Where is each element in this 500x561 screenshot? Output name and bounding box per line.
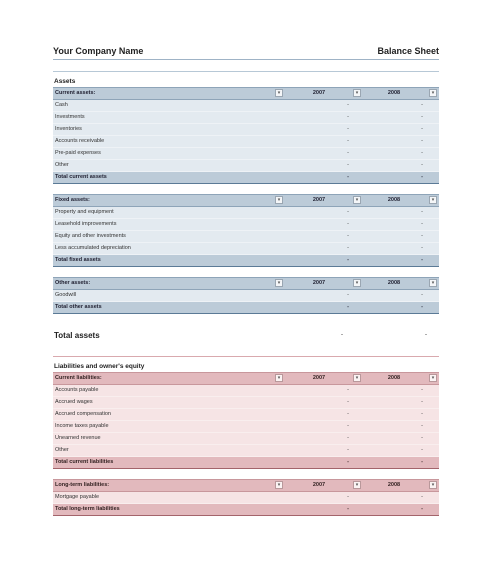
cell-2008[interactable]: -: [361, 112, 427, 124]
table-row: [53, 124, 439, 136]
label-filter-dropdown[interactable]: [273, 480, 285, 492]
cell-2008[interactable]: -: [361, 124, 427, 136]
cell-2008[interactable]: -: [361, 290, 427, 302]
current-assets-body: [53, 88, 439, 184]
row-label: Pre-paid expenses: [53, 148, 273, 160]
year-2008-header: 2008: [361, 480, 427, 492]
year-2007-header: 2007: [285, 480, 353, 492]
row-label: Other: [53, 160, 273, 172]
assets-other-header-row: [53, 278, 439, 290]
cell-2007[interactable]: -: [285, 136, 353, 148]
year-2008-header: 2008: [361, 278, 427, 290]
header-divider: [53, 59, 439, 60]
row-label: Accounts receivable: [53, 136, 273, 148]
year2-filter-dropdown[interactable]: [427, 278, 439, 290]
dropdown-arrow-icon[interactable]: ▾: [429, 196, 437, 204]
group-header-label: Fixed assets:: [53, 195, 273, 207]
table-row: [53, 433, 439, 445]
cell-2008[interactable]: -: [361, 243, 427, 255]
fixed-assets-table: [53, 194, 439, 267]
year1-filter-dropdown[interactable]: [353, 373, 361, 385]
table-row: [53, 409, 439, 421]
table-row: [53, 207, 439, 219]
total-2008[interactable]: -: [361, 255, 427, 267]
longterm-liabilities-table: [53, 479, 439, 516]
balance-sheet: [53, 40, 439, 516]
table-row: [53, 290, 439, 302]
year-2007-header: 2007: [285, 88, 353, 100]
cell-2008[interactable]: -: [361, 433, 427, 445]
dropdown-arrow-icon[interactable]: ▾: [353, 481, 361, 489]
current-liabilities-body: [53, 373, 439, 469]
assets-current-total-row: [53, 172, 439, 184]
row-label: Investments: [53, 112, 273, 124]
row-label: Property and equipment: [53, 207, 273, 219]
cell-2007[interactable]: -: [285, 290, 353, 302]
dropdown-arrow-icon[interactable]: ▾: [429, 279, 437, 287]
total-2007[interactable]: -: [285, 457, 353, 469]
cell-2007[interactable]: -: [285, 433, 353, 445]
year2-filter-dropdown[interactable]: [427, 480, 439, 492]
table-row: [53, 148, 439, 160]
liabilities-divider: [53, 356, 439, 357]
group-header-label: Current assets:: [53, 88, 273, 100]
total-label: Total current assets: [53, 172, 273, 184]
table-row: [53, 397, 439, 409]
row-label: Accrued compensation: [53, 409, 273, 421]
cell-2008[interactable]: -: [361, 231, 427, 243]
year2-filter-dropdown[interactable]: [427, 195, 439, 207]
year1-filter-dropdown[interactable]: [353, 480, 361, 492]
cell-2007[interactable]: -: [285, 445, 353, 457]
table-row: [53, 385, 439, 397]
cell-2007[interactable]: -: [285, 385, 353, 397]
year-2007-header: 2007: [285, 373, 353, 385]
cell-2007[interactable]: -: [285, 112, 353, 124]
total-label: Total fixed assets: [53, 255, 273, 267]
current-assets-table: [53, 87, 439, 184]
liabilities-current-total-row: [53, 457, 439, 469]
year1-filter-dropdown[interactable]: [353, 278, 361, 290]
dropdown-arrow-icon[interactable]: ▾: [353, 374, 361, 382]
fixed-assets-body: [53, 195, 439, 267]
row-label: Less accumulated depreciation: [53, 243, 273, 255]
cell-2007[interactable]: -: [285, 409, 353, 421]
row-label: Cash: [53, 100, 273, 112]
cell-2007[interactable]: -: [285, 160, 353, 172]
row-label: Accrued wages: [53, 397, 273, 409]
other-assets-body: [53, 278, 439, 314]
year1-filter-dropdown[interactable]: [353, 195, 361, 207]
liabilities-longterm-total-row: [53, 504, 439, 516]
year-2008-header: 2008: [361, 373, 427, 385]
cell-2007[interactable]: -: [285, 219, 353, 231]
table-row: [53, 445, 439, 457]
dropdown-arrow-icon[interactable]: ▾: [429, 481, 437, 489]
cell-2007[interactable]: -: [285, 231, 353, 243]
table-row: [53, 243, 439, 255]
total-2008[interactable]: -: [361, 457, 427, 469]
cell-2008[interactable]: -: [361, 160, 427, 172]
table-row: [53, 100, 439, 112]
row-label: Equity and other investments: [53, 231, 273, 243]
total-label: Total current liabilities: [53, 457, 273, 469]
assets-fixed-header-row: [53, 195, 439, 207]
assets-section-title: Assets: [54, 78, 76, 85]
other-assets-table: [53, 277, 439, 314]
table-row: [53, 160, 439, 172]
table-row: [53, 112, 439, 124]
cell-2007[interactable]: -: [285, 421, 353, 433]
cell-2007[interactable]: -: [285, 124, 353, 136]
total-label: Total other assets: [53, 302, 273, 314]
total-2008[interactable]: -: [361, 172, 427, 184]
cell-2008[interactable]: -: [361, 397, 427, 409]
total-2008[interactable]: -: [361, 504, 427, 516]
total-assets-2008[interactable]: -: [425, 332, 427, 338]
table-row: [53, 492, 439, 504]
dropdown-arrow-icon[interactable]: ▾: [353, 279, 361, 287]
label-filter-dropdown[interactable]: [273, 278, 285, 290]
group-header-label: Current liabilities:: [53, 373, 273, 385]
row-label: Income taxes payable: [53, 421, 273, 433]
dropdown-arrow-icon[interactable]: ▾: [275, 89, 283, 97]
label-filter-dropdown[interactable]: [273, 195, 285, 207]
cell-2008[interactable]: -: [361, 136, 427, 148]
year-2007-header: 2007: [285, 278, 353, 290]
cell-2007[interactable]: -: [285, 492, 353, 504]
year1-filter-dropdown[interactable]: [353, 88, 361, 100]
dropdown-arrow-icon[interactable]: ▾: [429, 89, 437, 97]
row-label: Mortgage payable: [53, 492, 273, 504]
cell-2007[interactable]: -: [285, 243, 353, 255]
total-assets-2007[interactable]: -: [341, 332, 343, 338]
row-label: Unearned revenue: [53, 433, 273, 445]
current-liabilities-table: [53, 372, 439, 469]
dropdown-arrow-icon[interactable]: ▾: [275, 196, 283, 204]
total-2007[interactable]: -: [285, 255, 353, 267]
total-2007[interactable]: -: [285, 504, 353, 516]
cell-2008[interactable]: -: [361, 100, 427, 112]
company-name[interactable]: Your Company Name: [53, 46, 144, 56]
row-label: Accounts payable: [53, 385, 273, 397]
cell-2008[interactable]: -: [361, 148, 427, 160]
assets-other-total-row: [53, 302, 439, 314]
assets-fixed-total-row: [53, 255, 439, 267]
total-2007[interactable]: -: [285, 172, 353, 184]
group-header-label: Other assets:: [53, 278, 273, 290]
row-label: Leasehold improvements: [53, 219, 273, 231]
sheet-header: [53, 40, 439, 56]
liabilities-section-title: Liabilities and owner's equity: [54, 363, 145, 370]
year2-filter-dropdown[interactable]: [427, 373, 439, 385]
dropdown-arrow-icon[interactable]: ▾: [429, 374, 437, 382]
dropdown-arrow-icon[interactable]: ▾: [275, 481, 283, 489]
cell-2008[interactable]: -: [361, 409, 427, 421]
cell-2008[interactable]: -: [361, 492, 427, 504]
dropdown-arrow-icon[interactable]: ▾: [275, 279, 283, 287]
cell-2008[interactable]: -: [361, 219, 427, 231]
cell-2007[interactable]: -: [285, 207, 353, 219]
total-2007[interactable]: -: [285, 302, 353, 314]
year2-filter-dropdown[interactable]: [427, 88, 439, 100]
dropdown-arrow-icon[interactable]: ▾: [353, 196, 361, 204]
cell-2007[interactable]: -: [285, 397, 353, 409]
assets-divider: [53, 71, 439, 72]
cell-2007[interactable]: -: [285, 148, 353, 160]
cell-2008[interactable]: -: [361, 421, 427, 433]
year-2008-header: 2008: [361, 195, 427, 207]
longterm-liabilities-body: [53, 480, 439, 516]
document-title: Balance Sheet: [377, 46, 439, 56]
cell-2008[interactable]: -: [361, 445, 427, 457]
label-filter-dropdown[interactable]: [273, 88, 285, 100]
liabilities-longterm-header-row: [53, 480, 439, 492]
total-label: Total long-term liabilities: [53, 504, 273, 516]
cell-2008[interactable]: -: [361, 385, 427, 397]
assets-current-header-row: [53, 88, 439, 100]
year-2008-header: 2008: [361, 88, 427, 100]
dropdown-arrow-icon[interactable]: ▾: [275, 374, 283, 382]
cell-2008[interactable]: -: [361, 207, 427, 219]
table-row: [53, 231, 439, 243]
year-2007-header: 2007: [285, 195, 353, 207]
table-row: [53, 136, 439, 148]
group-header-label: Long-term liabilities:: [53, 480, 273, 492]
total-assets-row: [53, 325, 439, 345]
total-assets-label: Total assets: [54, 330, 100, 340]
row-label: Other: [53, 445, 273, 457]
label-filter-dropdown[interactable]: [273, 373, 285, 385]
total-2008[interactable]: -: [361, 302, 427, 314]
dropdown-arrow-icon[interactable]: ▾: [353, 89, 361, 97]
cell-2007[interactable]: -: [285, 100, 353, 112]
row-label: Inventories: [53, 124, 273, 136]
liabilities-current-header-row: [53, 373, 439, 385]
table-row: [53, 219, 439, 231]
row-label: Goodwill: [53, 290, 273, 302]
table-row: [53, 421, 439, 433]
